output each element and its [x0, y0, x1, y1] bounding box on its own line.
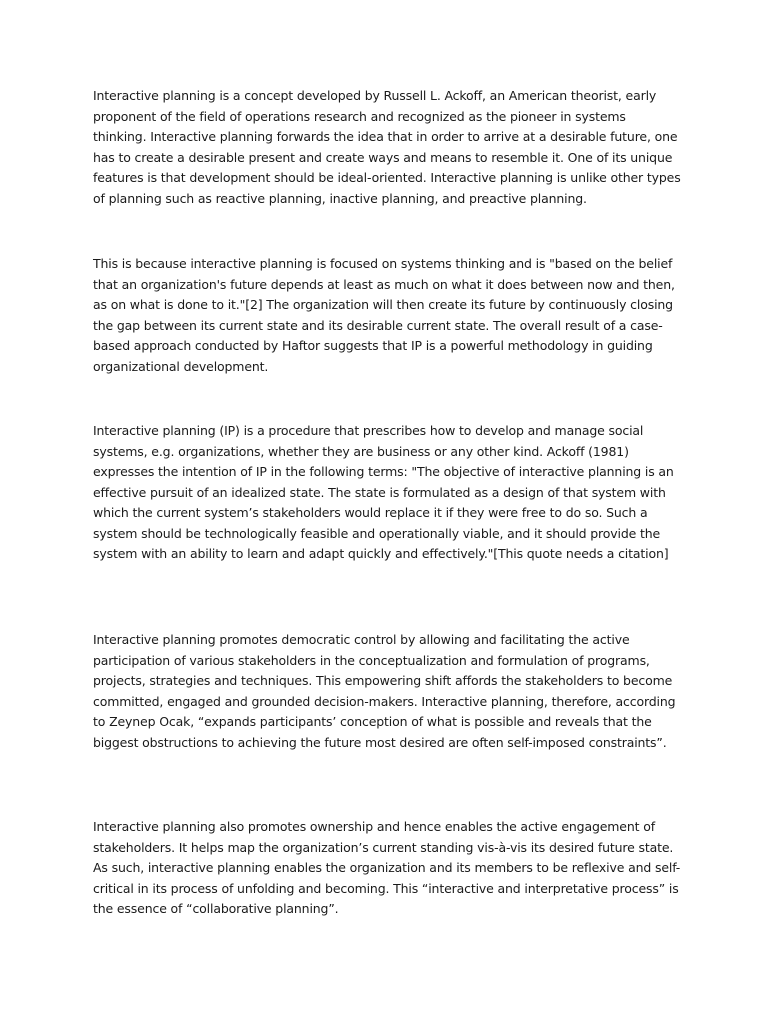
paragraph: This is because interactive planning is focused on systems thinking and is "based on the belief that an organization's future depends at least as much on what it does between now and then, as on what is done to it."[2] The organization will then create its future by continuously closing the gap between its current state and its desirable current state. The overall result of a case-based approach conducted by Haftor suggests that IP is a powerful methodology in guiding organizational development.	[93, 256, 675, 374]
paragraph: Interactive planning is a concept developed by Russell L. Ackoff, an American theorist, early proponent of the field of operations research and recognized as the pioneer in systems thinking. Interactive planning forwards the idea that in order to arrive at a desirable future, one has to create a desirable present and create ways and means to resemble it. One of its unique features is that development should be ideal-oriented. Interactive planning is unlike other types of planning such as reactive planning, inactive planning, and preactive planning.	[93, 88, 681, 206]
paragraph: Interactive planning promotes democratic control by allowing and facilitating the active participation of various stakeholders in the conceptualization and formulation of programs, projects, strategies and techniques. This empowering shift affords the stakeholders to become committed, engaged and grounded decision-makers. Interactive planning, therefore, according to Zeynep Ocak, “expands participants’ conception of what is possible and reveals that the biggest obstructions to achieving the future most desired are often self-imposed constraints”.	[93, 632, 676, 750]
paragraph: Interactive planning also promotes ownership and hence enables the active engagement of stakeholders. It helps map the organization’s current standing vis-à-vis its desired future state. As such, interactive planning enables the organization and its members to be reflexive and self-critical in its process of unfolding and becoming. This “interactive and interpretative process” is the essence of “collaborative planning”.	[93, 819, 681, 916]
paragraph: Interactive planning (IP) is a procedure that prescribes how to develop and manage social systems, e.g. organizations, whether they are business or any other kind. Ackoff (1981) expresses the intention of IP in the following terms: "The objective of interactive planning is an effective pursuit of an idealized state. The state is formulated as a design of that system with which the current system’s stakeholders would replace it if they were free to do so. Such a system should be technologically feasible and operationally viable, and it should provide the system with an ability to learn and adapt quickly and effectively."[This quote needs a citation]	[93, 423, 674, 561]
